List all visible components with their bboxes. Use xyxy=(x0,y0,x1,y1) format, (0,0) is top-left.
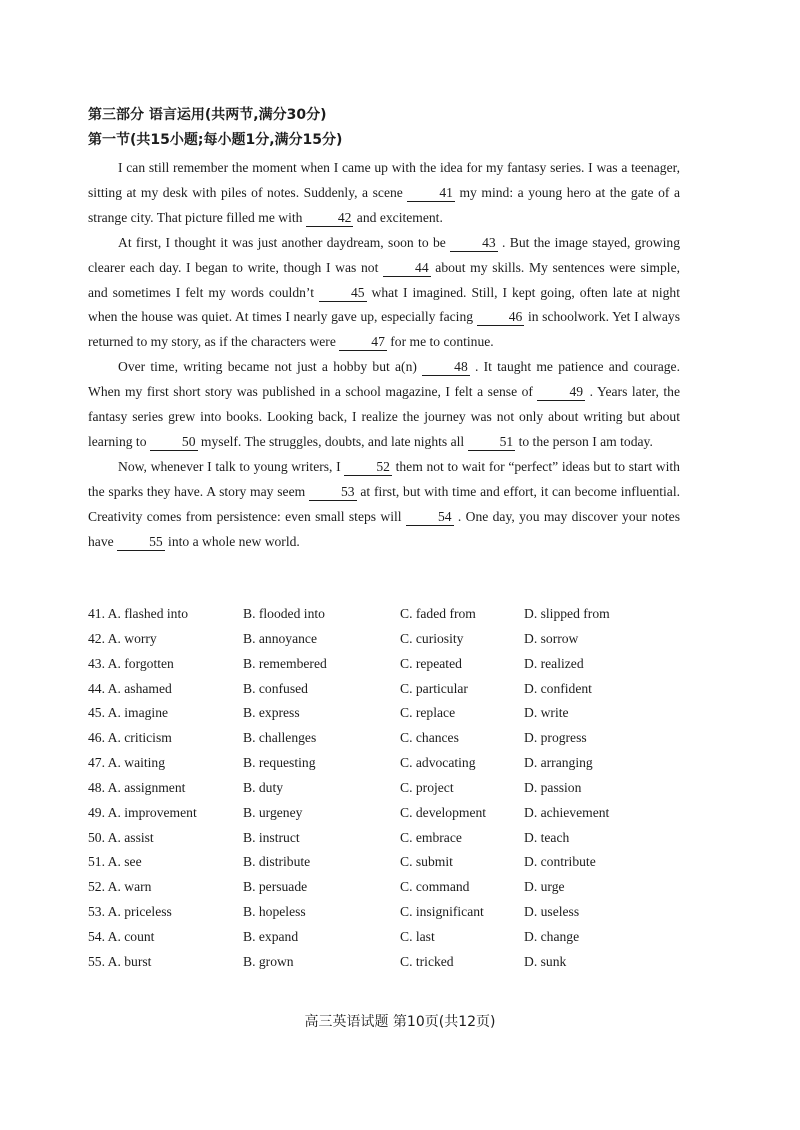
option-choice: C. embrace xyxy=(400,829,462,845)
option-choice: D. change xyxy=(524,928,580,944)
passage-paragraph xyxy=(88,231,680,356)
cloze-passage xyxy=(88,156,680,555)
option-row xyxy=(88,901,688,926)
passage-text: at first, but with time and effort, it can become influential. Creativity comes from persistence: even small steps will xyxy=(88,483,681,524)
option-choice: C. particular xyxy=(400,680,468,696)
option-choice: B. expand xyxy=(243,928,299,944)
option-choice: C. last xyxy=(400,928,435,944)
option-choice: C. submit xyxy=(400,854,453,870)
option-choice: 48. A. assignment xyxy=(88,779,186,795)
blank-47: 47 xyxy=(339,333,387,351)
passage-text: for me to continue. xyxy=(386,334,494,350)
option-choice: B. confused xyxy=(243,680,308,696)
passage-text: in schoolwork. Yet I always returned to my story, as if the characters were xyxy=(88,309,680,350)
option-row xyxy=(88,752,688,777)
option-choice: 50. A. assist xyxy=(88,829,154,845)
passage-text: them not to wait for “perfect” ideas but to start with the sparks they have. A story may seem xyxy=(88,458,680,499)
blank-51: 51 xyxy=(468,433,516,451)
option-choice: D. arranging xyxy=(524,755,593,771)
option-row xyxy=(88,678,688,703)
passage-paragraph xyxy=(88,156,680,231)
option-row xyxy=(88,777,688,802)
option-choice: 43. A. forgotten xyxy=(88,655,174,671)
option-choice: C. chances xyxy=(400,730,459,746)
option-choice: B. duty xyxy=(243,779,284,795)
passage-paragraph xyxy=(88,455,680,555)
passage-text: about my skills. My sentences were simple, and sometimes I felt my words couldn’t xyxy=(88,259,680,300)
blank-49: 49 xyxy=(537,383,585,401)
option-choice: 55. A. burst xyxy=(88,953,152,969)
option-choice: D. urge xyxy=(524,879,565,895)
option-choice: 45. A. imagine xyxy=(88,705,169,721)
option-choice: B. flooded into xyxy=(243,606,325,621)
option-choice: D. teach xyxy=(524,829,570,845)
option-choice: 53. A. priceless xyxy=(88,904,172,920)
blank-44: 44 xyxy=(383,259,431,277)
page-footer: 高三英语试题 第10页(共12页) xyxy=(304,1014,496,1030)
option-row xyxy=(88,951,688,976)
option-choice: D. sunk xyxy=(524,953,567,969)
option-choice: C. development xyxy=(400,804,487,820)
blank-46: 46 xyxy=(477,308,525,326)
option-choice: D. confident xyxy=(524,680,592,696)
option-choice: 46. A. criticism xyxy=(88,730,172,746)
option-choice: C. replace xyxy=(400,705,456,721)
option-choice: B. hopeless xyxy=(243,904,306,920)
option-choice: C. advocating xyxy=(400,755,476,771)
option-choice: C. project xyxy=(400,779,454,795)
subsection-title: 第一节(共15小题;每小题1分,满分15分) xyxy=(88,132,343,148)
option-row xyxy=(88,802,688,827)
passage-text: what I imagined. Still, I kept going, often late at night when the house was quiet. At times I nearly gave up, especially facing xyxy=(88,284,681,325)
option-row xyxy=(88,603,688,628)
blank-43: 43 xyxy=(450,234,498,252)
blank-48: 48 xyxy=(422,358,470,376)
option-choice: D. sorrow xyxy=(524,630,579,646)
option-choice: C. curiosity xyxy=(400,630,464,646)
option-choice: D. write xyxy=(524,705,569,721)
option-choice: 47. A. waiting xyxy=(88,755,166,771)
option-choice: B. grown xyxy=(243,953,294,969)
option-row xyxy=(88,876,688,901)
option-choice: B. requesting xyxy=(243,755,316,771)
option-row xyxy=(88,926,688,951)
option-choice: B. urgeney xyxy=(243,804,303,820)
option-choice: B. instruct xyxy=(243,829,300,845)
option-choice: D. slipped from xyxy=(524,606,610,621)
blank-42: 42 xyxy=(306,209,354,227)
option-choice: C. tricked xyxy=(400,953,454,969)
option-choice: 51. A. see xyxy=(88,854,142,870)
passage-text: myself. The struggles, doubts, and late nights all xyxy=(197,433,468,449)
option-choice: D. progress xyxy=(524,730,587,746)
passage-text: . But the image stayed, growing clearer each day. I began to write, though I was not xyxy=(88,234,680,275)
option-choice: B. challenges xyxy=(243,730,317,746)
blank-54: 54 xyxy=(406,508,454,526)
option-choice: 54. A. count xyxy=(88,928,155,944)
option-row xyxy=(88,727,688,752)
option-row xyxy=(88,628,688,653)
passage-text: Over time, writing became not just a hobby but a(n) xyxy=(118,359,423,375)
option-choice: 49. A. improvement xyxy=(88,804,197,820)
blank-45: 45 xyxy=(319,284,367,302)
option-choice: D. realized xyxy=(524,655,584,671)
blank-50: 50 xyxy=(150,433,198,451)
passage-text: into a whole new world. xyxy=(164,533,300,549)
option-choice: B. annoyance xyxy=(243,630,317,646)
passage-text: . Years later, the fantasy series grew into books. Looking back, I realize the journey was not only about writing but about learning to xyxy=(88,384,681,449)
option-choice: B. remembered xyxy=(243,655,327,671)
passage-text: At first, I thought it was just another daydream, soon to be xyxy=(118,234,451,250)
passage-text: I can still remember the moment when I came up with the idea for my fantasy series. I was a teenager, sitting at my desk with piles of notes. Suddenly, a scene xyxy=(88,160,680,200)
option-choice: 42. A. worry xyxy=(88,630,157,646)
blank-53: 53 xyxy=(309,483,357,501)
option-choice: 44. A. ashamed xyxy=(88,680,172,696)
option-choice: D. achievement xyxy=(524,804,610,820)
option-choice: B. distribute xyxy=(243,854,311,870)
blank-55: 55 xyxy=(117,533,165,551)
option-choice: B. persuade xyxy=(243,879,308,895)
passage-text: to the person I am today. xyxy=(515,433,653,449)
option-row xyxy=(88,851,688,876)
option-choice: D. passion xyxy=(524,779,582,795)
passage-text: Now, whenever I talk to young writers, I xyxy=(118,458,345,474)
section-title: 第三部分 语言运用(共两节,满分30分) xyxy=(88,107,327,123)
option-choice: 41. A. flashed into xyxy=(88,606,189,621)
option-choice: C. command xyxy=(400,879,470,895)
option-choice: C. repeated xyxy=(400,655,462,671)
option-row xyxy=(88,653,688,678)
answer-options xyxy=(88,603,688,976)
option-choice: C. faded from xyxy=(400,606,476,621)
option-choice: D. useless xyxy=(524,904,580,920)
passage-text: my mind: a young hero at the gate of a strange city. That picture filled me with xyxy=(88,184,680,225)
option-choice: B. express xyxy=(243,705,300,721)
option-choice: D. contribute xyxy=(524,854,596,870)
passage-text: and excitement. xyxy=(353,209,443,225)
blank-52: 52 xyxy=(344,458,392,476)
option-choice: C. insignificant xyxy=(400,904,484,920)
passage-text: . It taught me patience and courage. When my first short story was published in a school magazine, I felt a sense of xyxy=(88,359,680,400)
passage-text: . One day, you may discover your notes have xyxy=(88,508,680,549)
blank-41: 41 xyxy=(407,184,455,202)
option-row xyxy=(88,827,688,852)
option-row xyxy=(88,702,688,727)
passage-paragraph xyxy=(88,355,680,455)
option-choice: 52. A. warn xyxy=(88,879,152,895)
